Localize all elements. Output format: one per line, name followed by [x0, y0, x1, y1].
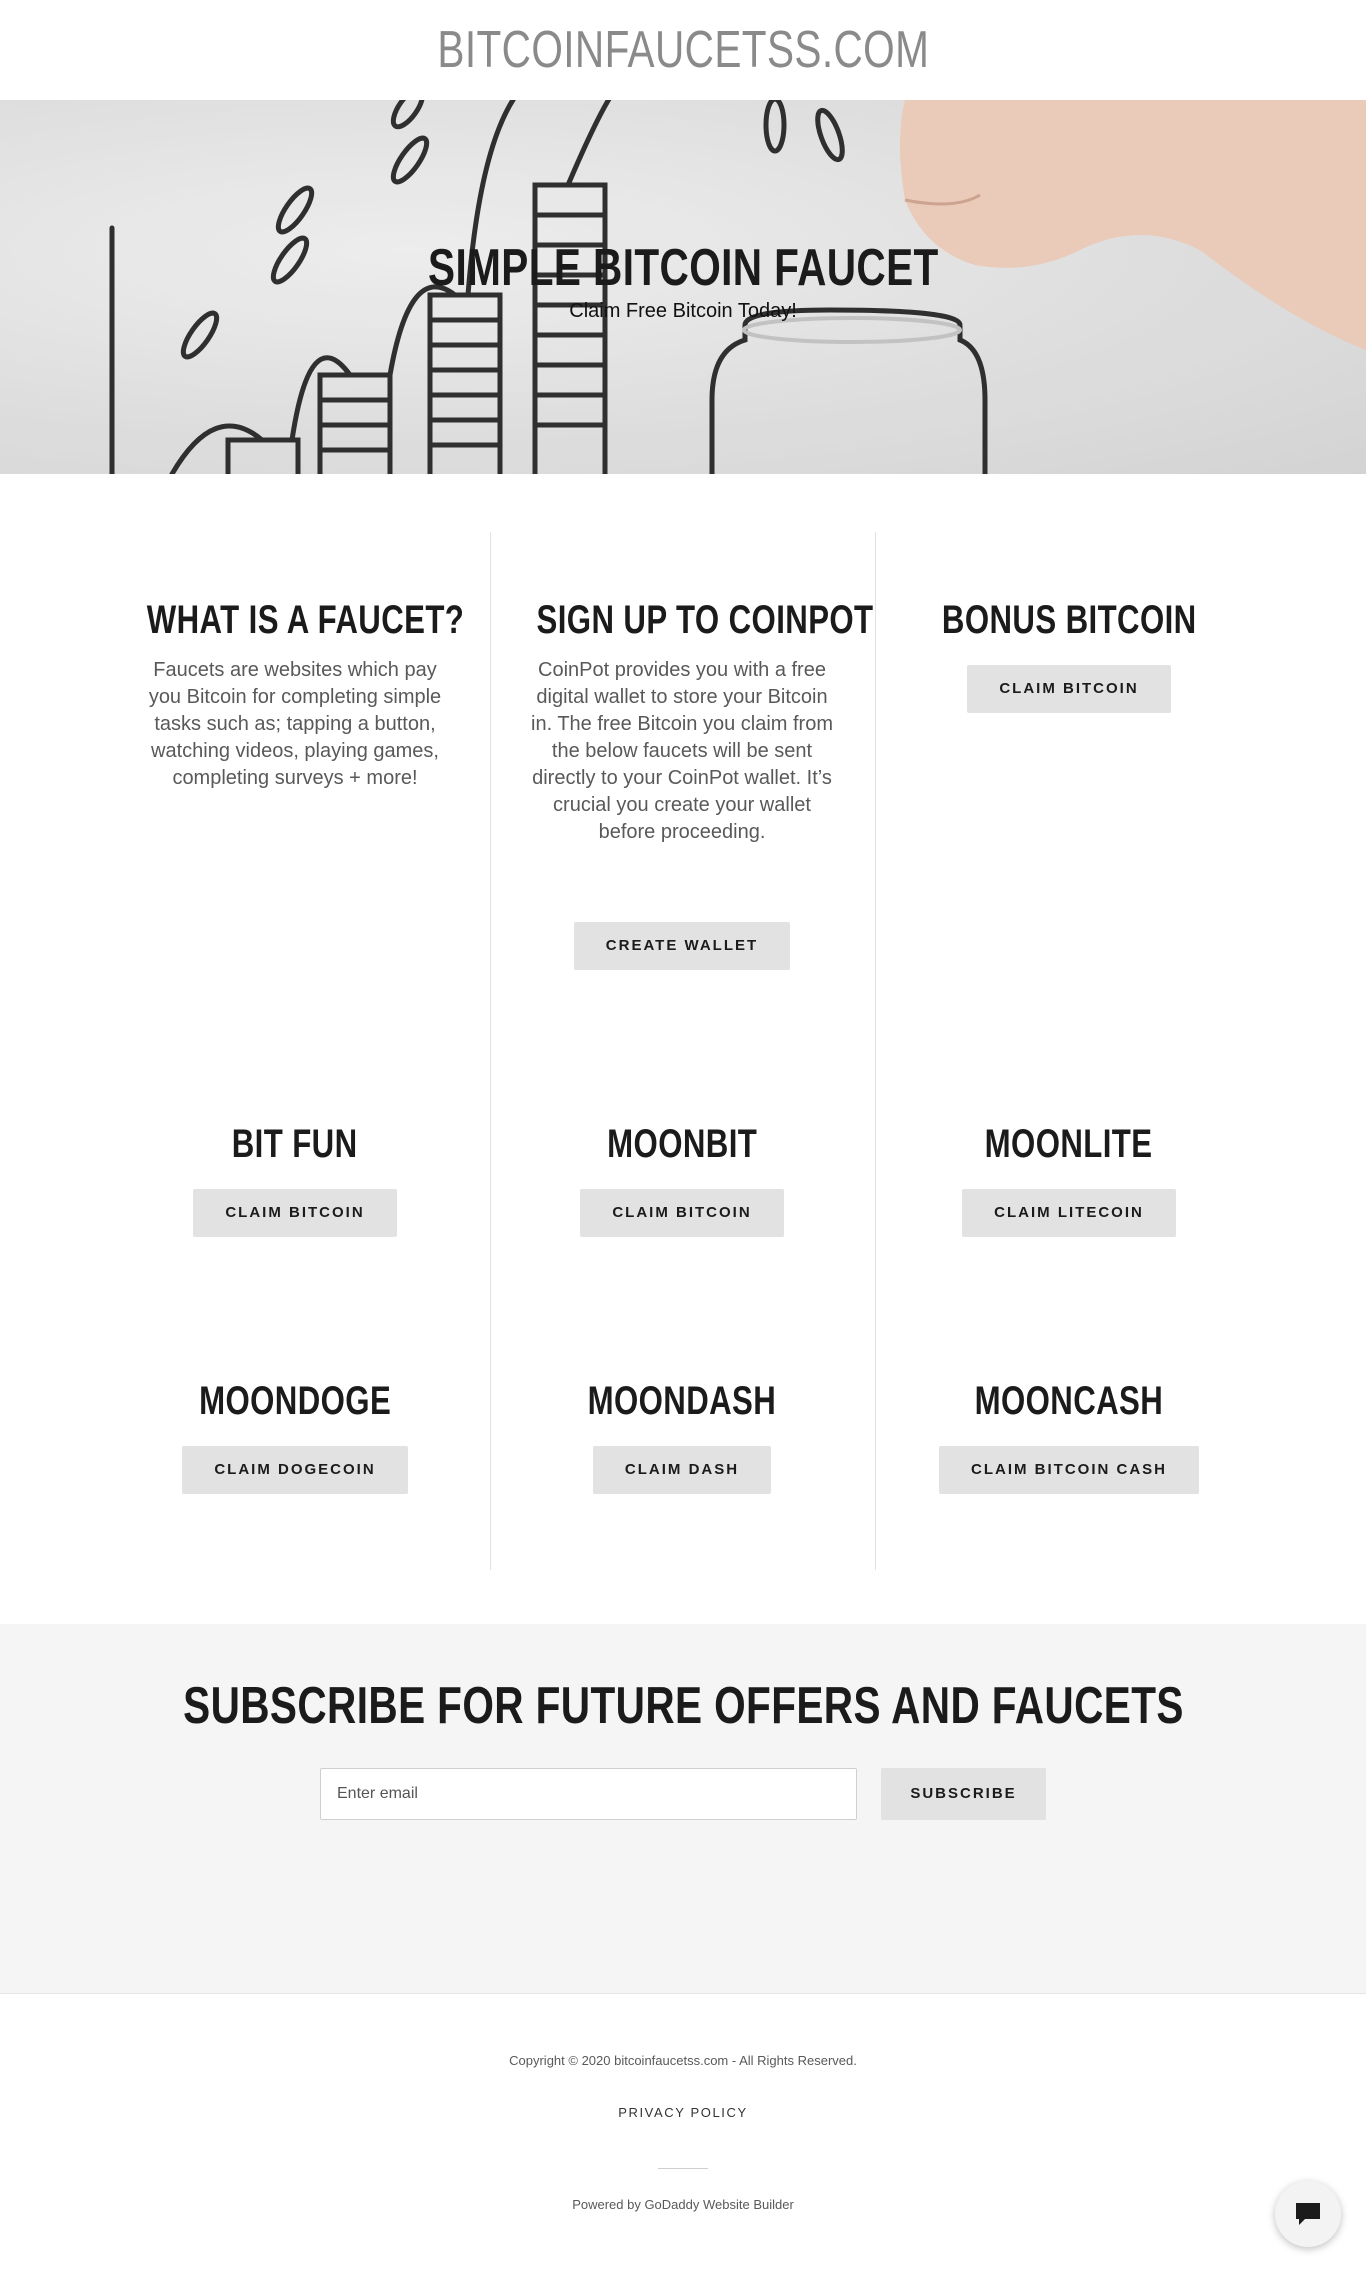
- signup-coinpot-section: [489, 598, 875, 970]
- subscribe-title: [0, 1676, 1366, 1736]
- site-logo[interactable]: BITCOINFAUCETSS.COM: [437, 21, 929, 79]
- chat-button[interactable]: [1275, 2181, 1341, 2247]
- footer-divider: [658, 2168, 708, 2169]
- chat-bubble-icon: [1293, 2200, 1323, 2228]
- what-is-faucet-section: [102, 598, 488, 792]
- claim-litecoin-button[interactable]: CLAIM LITECOIN: [962, 1189, 1176, 1237]
- subscribe-button[interactable]: SUBSCRIBE: [881, 1768, 1046, 1820]
- signup-coinpot-title: SIGN UP TO COINPOT: [536, 598, 874, 642]
- moondoge-title: MOONDOGE: [198, 1379, 392, 1423]
- moondash-section: [489, 1379, 875, 1494]
- subscribe-title-text: SUBSCRIBE FOR FUTURE OFFERS AND FAUCETS: [182, 1677, 1184, 1735]
- claim-bitcoin-button[interactable]: CLAIM BITCOIN: [967, 665, 1170, 713]
- claim-dash-button[interactable]: CLAIM DASH: [593, 1446, 771, 1494]
- hero-banner: [0, 100, 1366, 474]
- claim-bitcoin-cash-button[interactable]: CLAIM BITCOIN CASH: [939, 1446, 1199, 1494]
- bonus-bitcoin-title: BONUS BITCOIN: [941, 598, 1197, 642]
- moonbit-section: [489, 1122, 875, 1237]
- what-is-faucet-title: WHAT IS A FAUCET?: [146, 598, 465, 642]
- moonlite-title: MOONLITE: [985, 1122, 1153, 1166]
- moondash-title: MOONDASH: [587, 1379, 777, 1423]
- claim-dogecoin-button[interactable]: CLAIM DOGECOIN: [182, 1446, 407, 1494]
- site-header: [0, 0, 1366, 100]
- powered-by-text[interactable]: Powered by GoDaddy Website Builder: [572, 2197, 794, 2212]
- copyright-text: Copyright © 2020 bitcoinfaucetss.com - All Rights Reserved.: [509, 2053, 857, 2068]
- subscribe-section: [0, 1624, 1366, 1994]
- moondoge-section: [102, 1379, 488, 1494]
- mooncash-section: [876, 1379, 1262, 1494]
- faucet-grid: [0, 474, 1366, 1624]
- moonlite-section: [876, 1122, 1262, 1237]
- hero-title: SIMPLE BITCOIN FAUCET: [427, 239, 939, 297]
- email-input[interactable]: [320, 1768, 857, 1820]
- site-footer: [0, 1995, 1366, 2271]
- moonbit-title: MOONBIT: [606, 1122, 758, 1166]
- bit-fun-section: [102, 1122, 488, 1237]
- hero-subtitle: Claim Free Bitcoin Today!: [569, 300, 797, 322]
- bonus-bitcoin-section: [876, 598, 1262, 713]
- claim-bitcoin-button[interactable]: CLAIM BITCOIN: [580, 1189, 783, 1237]
- create-wallet-button[interactable]: CREATE WALLET: [574, 922, 790, 970]
- what-is-faucet-text: Faucets are websites which pay you Bitcoin for completing simple tasks such as; tapping a button, watching videos, playing games, completing surveys + more!: [148, 659, 442, 789]
- bit-fun-title: BIT FUN: [232, 1122, 358, 1166]
- signup-coinpot-text: CoinPot provides you with a free digital wallet to store your Bitcoin in. The free Bitcoin you claim from the below faucets will be sent directly to your CoinPot wallet. It’s crucial you create your wallet before proceeding.: [531, 659, 833, 843]
- mooncash-title: MOONCASH: [974, 1379, 1164, 1423]
- privacy-policy-link[interactable]: PRIVACY POLICY: [618, 2105, 748, 2120]
- claim-bitcoin-button[interactable]: CLAIM BITCOIN: [193, 1189, 396, 1237]
